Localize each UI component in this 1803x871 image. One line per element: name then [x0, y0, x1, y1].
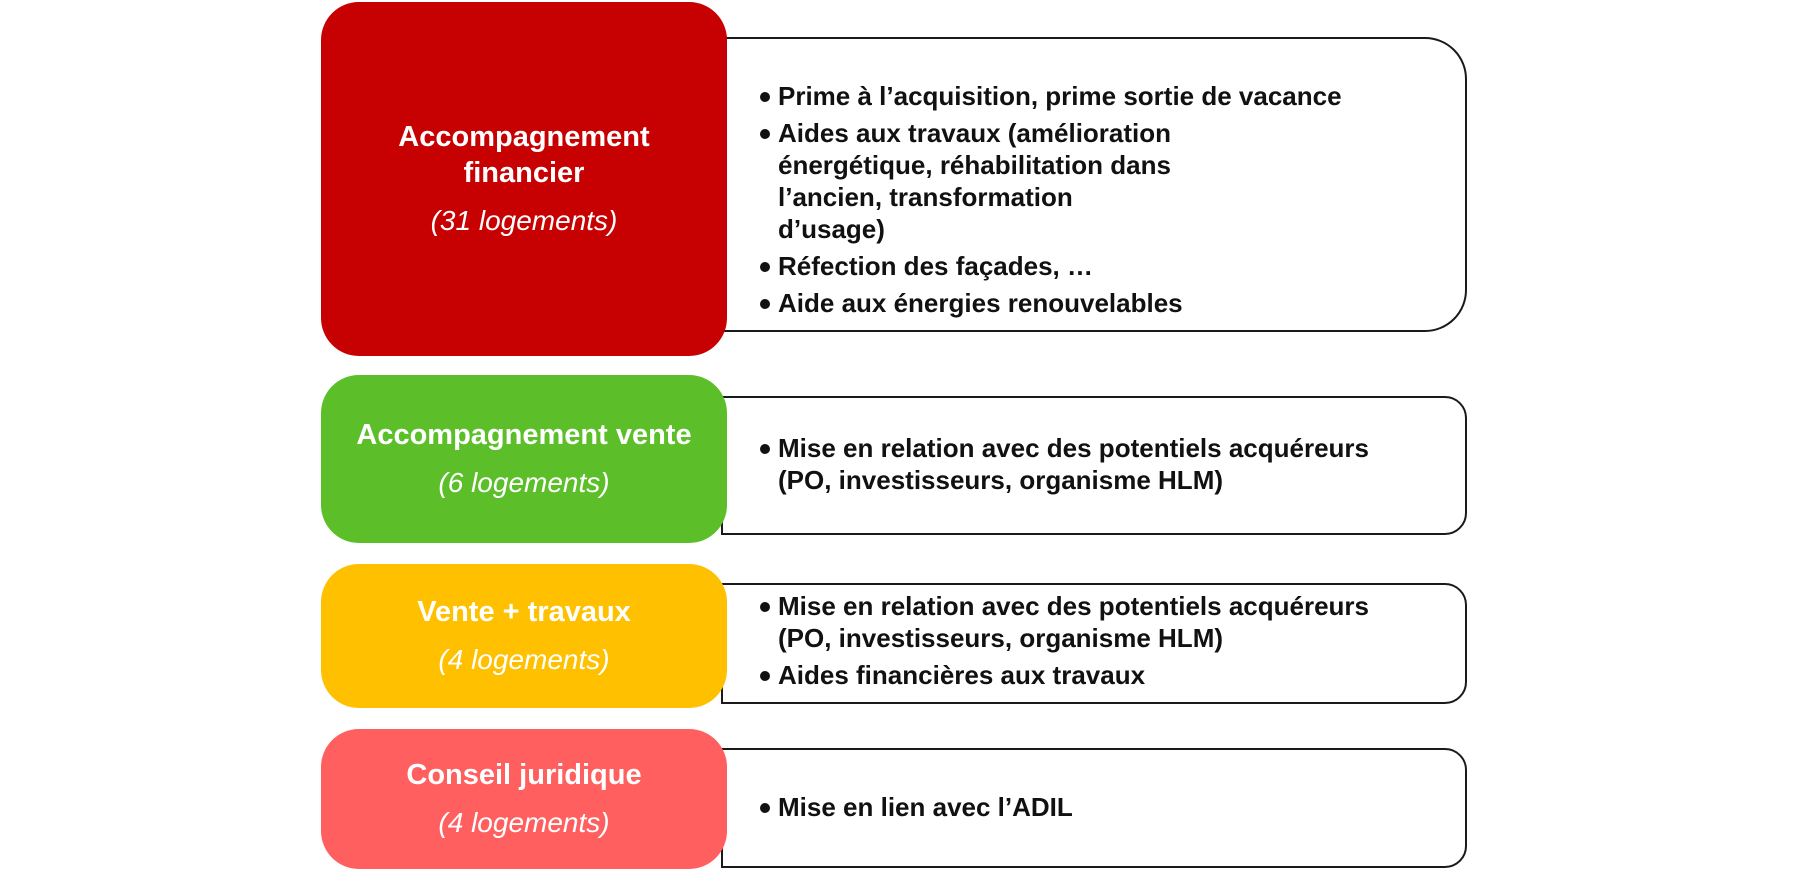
bullet-text: Mise en lien avec l’ADIL	[778, 792, 1073, 822]
bullet-item	[758, 791, 1418, 823]
bullet-text: Aides aux travaux (amélioration énergétique, réhabilitation dans l’ancien, transformation d’usage)	[778, 118, 1172, 244]
bullet-dot-icon	[760, 602, 770, 612]
bullet-item	[758, 287, 1398, 319]
vente-count: (6 logements)	[438, 467, 610, 498]
financier-label-box	[321, 2, 727, 356]
financier-count: (31 logements)	[430, 205, 618, 236]
bullet-item	[758, 80, 1398, 112]
vente-travaux-count: (4 logements)	[438, 644, 610, 675]
bullet-dot-icon	[760, 92, 770, 102]
vente-travaux-title: Vente + travaux	[417, 596, 631, 628]
bullet-dot-icon	[760, 262, 770, 272]
bullet-dot-icon	[760, 671, 770, 681]
vente-bullet-list	[758, 432, 1418, 501]
bullet-text: Prime à l’acquisition, prime sortie de vacance	[778, 81, 1342, 111]
bullet-text: Réfection des façades, …	[778, 251, 1093, 281]
bullet-item	[758, 590, 1418, 654]
vente-travaux-bullet-list	[758, 590, 1418, 696]
vente-title: Accompagnement vente	[356, 419, 692, 451]
financier-title-line1: Accompagnement	[398, 121, 650, 153]
juridique-bullet-list	[758, 791, 1418, 828]
bullet-dot-icon	[760, 444, 770, 454]
juridique-label-box	[321, 729, 727, 869]
bullet-text: Mise en relation avec des potentiels acquéreurs (PO, investisseurs, organisme HLM)	[778, 591, 1370, 653]
juridique-title: Conseil juridique	[406, 759, 642, 791]
bullet-dot-icon	[760, 129, 770, 139]
bullet-item	[758, 432, 1418, 496]
bullet-item	[758, 250, 1398, 282]
juridique-count: (4 logements)	[438, 807, 610, 838]
bullet-dot-icon	[760, 299, 770, 309]
financier-title	[398, 119, 649, 191]
bullet-item	[758, 117, 1178, 245]
bullet-item	[758, 659, 1418, 691]
vente-travaux-label-box	[321, 564, 727, 708]
bullet-text: Mise en relation avec des potentiels acquéreurs (PO, investisseurs, organisme HLM)	[778, 433, 1370, 495]
bullet-dot-icon	[760, 803, 770, 813]
financier-title-line2: financier	[463, 157, 585, 189]
bullet-text: Aide aux énergies renouvelables	[778, 288, 1183, 318]
financier-bullet-list	[758, 80, 1398, 324]
vente-label-box	[321, 375, 727, 543]
bullet-text: Aides financières aux travaux	[778, 660, 1146, 690]
